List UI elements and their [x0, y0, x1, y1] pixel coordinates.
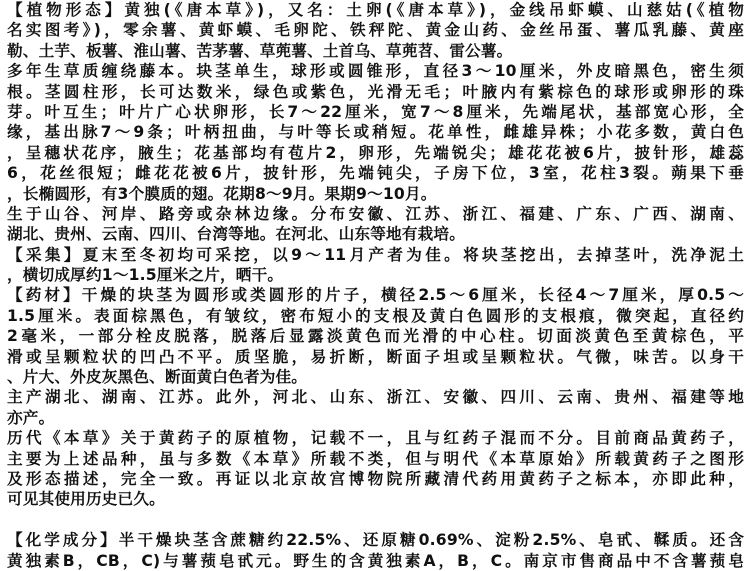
text-line: 勒、土芋、板薯、淮山薯、苦茅薯、草蔸薯、土首乌、草蔸苕、雷公薯。	[7, 41, 513, 60]
text-line: 根。茎圆柱形，长可达数米，绿色或紫色，光滑无毛；叶腋内有紫棕色的球形或卵形的珠	[7, 82, 744, 101]
text-line: 1.5厘米。表面棕黑色，有皱纹，密布短小的支根及黄白色圆形的支根痕，微突起，直径约	[7, 306, 744, 325]
text-line: ，横切成厚约1～1.5厘米之片，晒干。	[7, 266, 284, 285]
text-line: 及形态描述，完全一致。再证以北京故宫博物院所藏清代药用黄药子之标本，亦即此种，	[7, 469, 744, 488]
paragraph-gap	[7, 510, 744, 530]
text-line: 【药材】干燥的块茎为圆形或类圆形的片子，横径2.5～6厘米，长径4～7厘米，厚0.5～	[7, 286, 744, 305]
text-line: 2毫米，一部分栓皮脱落，脱落后显露淡黄色而光滑的中心柱。切面淡黄色至黄棕色，平	[7, 327, 744, 346]
text-line: 历代《本草》关于黄药子的原植物，记载不一，且与红药子混而不分。目前商品黄药子，	[7, 429, 744, 448]
text-line: 多年生草质缠绕藤本。块茎单生，球形或圆锥形，直径3～10厘米，外皮暗黑色，密生须	[7, 62, 744, 81]
herb-description-text	[7, 0, 744, 571]
text-line: 生于山谷、河岸、路旁或杂林边缘。分布安徽、江苏、浙江、福建、广东、广西、湖南、	[7, 204, 744, 223]
text-line: 芽。叶互生；叶片广心状卵形，长7～22厘米，宽7～8厘米，先端尾状，基部宽心形，全	[7, 102, 744, 121]
text-line: 名实图考》)，零余薯、黄虾蟆、毛卵陀、铁秤陀、黄金山药、金丝吊蛋、薯瓜乳藤、黄座	[7, 21, 744, 40]
text-line: ，长椭圆形，有3个膜质的翅。花期8～9月。果期9～10月。	[7, 184, 437, 203]
text-line: 6，花丝很短；雌花花被6片，披针形，先端钝尖，子房下位，3室，花柱3裂。蒴果下垂	[7, 164, 744, 183]
text-line: 主产湖北、湖南、江苏。此外，河北、山东、浙江、安徽、四川、云南、贵州、福建等地	[7, 388, 744, 407]
text-line: 【植物形态】黄独(《唐本草》)，又名：土卵(《唐本草》)，金线吊虾蟆、山慈姑(《植物	[7, 1, 744, 19]
text-line: 滑或呈颗粒状的凹凸不平。质坚脆，易折断，断面子坦或呈颗粒状。气微，味苦。以身干	[7, 347, 744, 366]
text-line: 黄独素B，CB，C)与薯蓣皂甙元。野生的含黄独素A，B，C。南京市售商品中不含薯蓣皂	[7, 551, 744, 570]
text-line: 主要为上述品种，虽与多数《本草》所载不类，但与明代《本草原始》所载黄药子之图形	[7, 449, 744, 468]
text-line: 亦产。	[7, 408, 55, 427]
text-line: 【化学成分】半干燥块茎含蔗糖约22.5%、还原糖0.69%、淀粉2.5%、皂甙、鞣质。还含	[7, 531, 744, 550]
text-line: 缘，基出脉7～9条；叶柄扭曲，与叶等长或稍短。花单性，雌雄异株；小花多数，黄白色	[7, 123, 744, 142]
text-line: 湖北、贵州、云南、四川、台湾等地。在河北、山东等地有栽培。	[7, 225, 466, 244]
text-line: 可见其使用历史已久。	[7, 490, 165, 509]
text-line: 【采集】夏末至冬初均可采挖，以9～11月产者为佳。将块茎挖出，去掉茎叶，洗净泥土	[7, 245, 744, 264]
text-line: ，呈穗状花序，腋生；花基部均有苞片2，卵形，先端锐尖；雄花花被6片，披针形，雄蕊	[7, 143, 744, 162]
text-line: 、片大、外皮灰黑色、断面黄白色者为佳。	[7, 368, 308, 387]
